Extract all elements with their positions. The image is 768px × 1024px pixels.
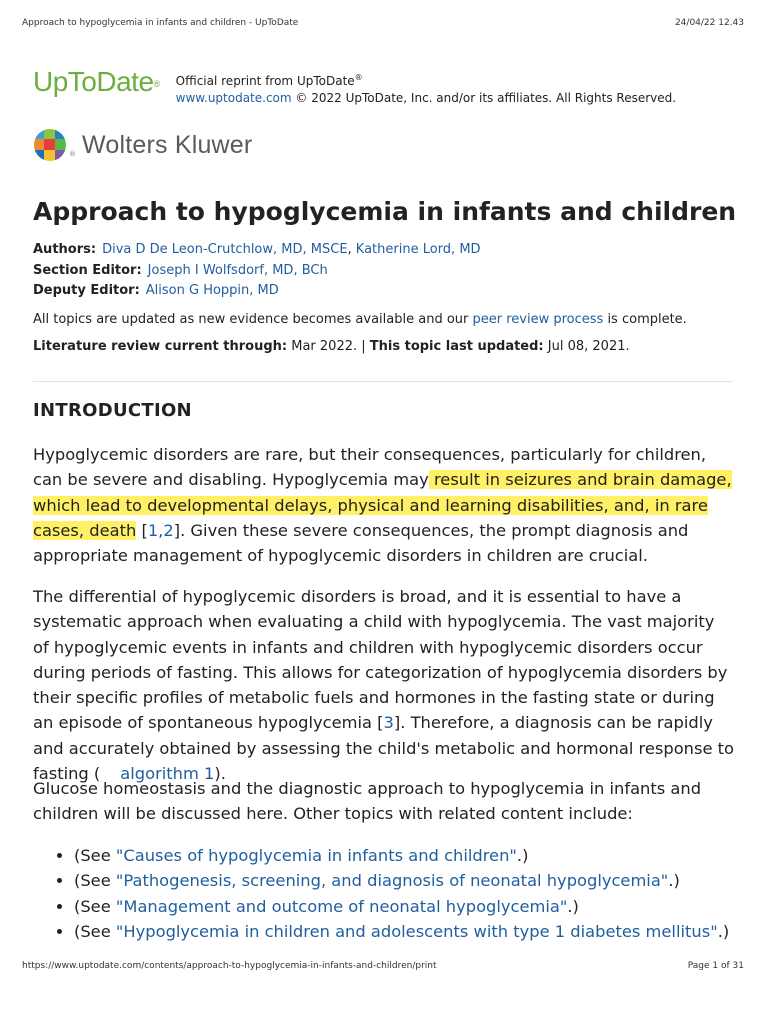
list-item: • (See "Pathogenesis, screening, and diagnosis of neonatal hypoglycemia".) bbox=[74, 868, 744, 893]
reprint-mark: ® bbox=[354, 73, 363, 82]
authors-label: Authors: bbox=[33, 242, 97, 257]
uptodate-logo[interactable]: UpToDate® bbox=[33, 66, 160, 97]
author-link-2[interactable]: Katherine Lord, MD bbox=[355, 242, 481, 257]
article-credits bbox=[33, 240, 743, 302]
lit-review-value: Mar 2022. | bbox=[287, 339, 370, 354]
wolters-kluwer-globe-icon bbox=[33, 128, 67, 162]
deputy-editor-line bbox=[33, 281, 743, 302]
intro-paragraph-1: Hypoglycemic disorders are rare, but their consequences, particularly for children, can be severe and disabling. Hypoglycemia may result in seizures and brain damage, which lead to developmental delays, physical and learning disabilities, and, in rare cases, death [1,2]. Given these severe consequences, the prompt diagnosis and appropriate management of hypoglycemic disorders in children are crucial. bbox=[33, 445, 732, 566]
deputy-editor-link[interactable]: Alison G Hoppin, MD bbox=[145, 283, 279, 298]
section-heading-introduction: INTRODUCTION bbox=[33, 400, 192, 421]
authors-line bbox=[33, 240, 743, 261]
related-topics-list bbox=[56, 843, 744, 944]
print-header bbox=[22, 18, 744, 28]
algorithm-1-link[interactable]: algorithm 1 bbox=[120, 764, 215, 784]
page-title: Approach to hypoglycemia in infants and children bbox=[33, 197, 737, 226]
lit-review-label: Literature review current through: bbox=[33, 339, 288, 354]
print-header-datetime: 24/04/22 12.43 bbox=[674, 18, 744, 28]
list-item: • (See "Causes of hypoglycemia in infants and children".) bbox=[74, 843, 744, 868]
intro-paragraph-2: The differential of hypoglycemic disorders is broad, and it is essential to have a systematic approach when evaluating a child with hypoglycemia. The vast majority of hypoglycemic events in infants and children with hypoglycemic disorders occur during periods of fasting. This allows for categorization of hypoglycemia disorders by their specific profiles of metabolic fuels and hormones in the fasting state or during an episode of spontaneous hypoglycemia [3]. Therefore, a diagnosis can be rapidly and accurately obtained by assessing the child's metabolic and hormonal response to fasting ( algorithm 1). bbox=[33, 587, 735, 784]
highlighted-text: result in seizures and brain damage, which lead to developmental delays, physical and learning disabilities, and, in rare cases, death bbox=[33, 470, 732, 540]
related-topic-link[interactable]: "Hypoglycemia in children and adolescents with type 1 diabetes mellitus" bbox=[115, 921, 718, 941]
print-footer-url: https://www.uptodate.com/contents/approach-to-hypoglycemia-in-infants-and-children/print bbox=[22, 961, 437, 971]
list-item: • (See "Hypoglycemia in children and adolescents with type 1 diabetes mellitus".) bbox=[74, 919, 744, 944]
update-notice: All topics are updated as new evidence becomes available and our peer review process is complete. bbox=[33, 312, 687, 327]
reference-link-1-2[interactable]: 1,2 bbox=[147, 520, 174, 540]
related-topic-link[interactable]: "Management and outcome of neonatal hypoglycemia" bbox=[115, 896, 568, 916]
intro-paragraph-3: Glucose homeostasis and the diagnostic approach to hypoglycemia in infants and children will be discussed here. Other topics with related content include: bbox=[33, 779, 702, 824]
section-editor-line bbox=[33, 261, 743, 282]
author-link-1[interactable]: Diva D De Leon-Crutchlow, MD, MSCE bbox=[102, 242, 348, 257]
reprint-line: Official reprint from UpToDate® bbox=[175, 73, 363, 88]
reprint-notice bbox=[176, 66, 676, 107]
author-separator: , bbox=[347, 242, 356, 257]
wolters-kluwer-mark: ® bbox=[69, 150, 76, 158]
page-number: Page 1 of 31 bbox=[687, 961, 744, 971]
section-editor-label: Section Editor: bbox=[33, 262, 142, 278]
wolters-kluwer-wordmark: Wolters Kluwer bbox=[82, 130, 253, 159]
reference-link-3[interactable]: 3 bbox=[383, 713, 394, 733]
print-footer bbox=[22, 961, 744, 971]
related-topic-link[interactable]: "Pathogenesis, screening, and diagnosis of neonatal hypoglycemia" bbox=[115, 871, 669, 891]
logo-mark: ® bbox=[153, 79, 160, 89]
review-dates bbox=[33, 338, 630, 356]
print-header-title: Approach to hypoglycemia in infants and children - UpToDate bbox=[22, 18, 299, 28]
deputy-editor-label: Deputy Editor: bbox=[33, 283, 140, 298]
copyright-text: © 2022 UpToDate, Inc. and/or its affiliates. All Rights Reserved. bbox=[291, 91, 677, 105]
divider bbox=[33, 381, 733, 382]
last-updated-value: Jul 08, 2021. bbox=[543, 339, 630, 354]
list-item: • (See "Management and outcome of neonatal hypoglycemia".) bbox=[74, 894, 744, 919]
last-updated-label: This topic last updated: bbox=[369, 339, 544, 354]
related-topic-link[interactable]: "Causes of hypoglycemia in infants and children" bbox=[115, 846, 517, 865]
peer-review-link[interactable]: peer review process bbox=[472, 312, 604, 327]
copyright-line bbox=[176, 90, 676, 107]
wolters-kluwer-logo[interactable] bbox=[33, 128, 252, 162]
brand-row bbox=[33, 66, 676, 107]
section-editor-link[interactable]: Joseph I Wolfsdorf, MD, BCh bbox=[147, 262, 328, 278]
uptodate-site-link[interactable]: www.uptodate.com bbox=[175, 91, 292, 105]
